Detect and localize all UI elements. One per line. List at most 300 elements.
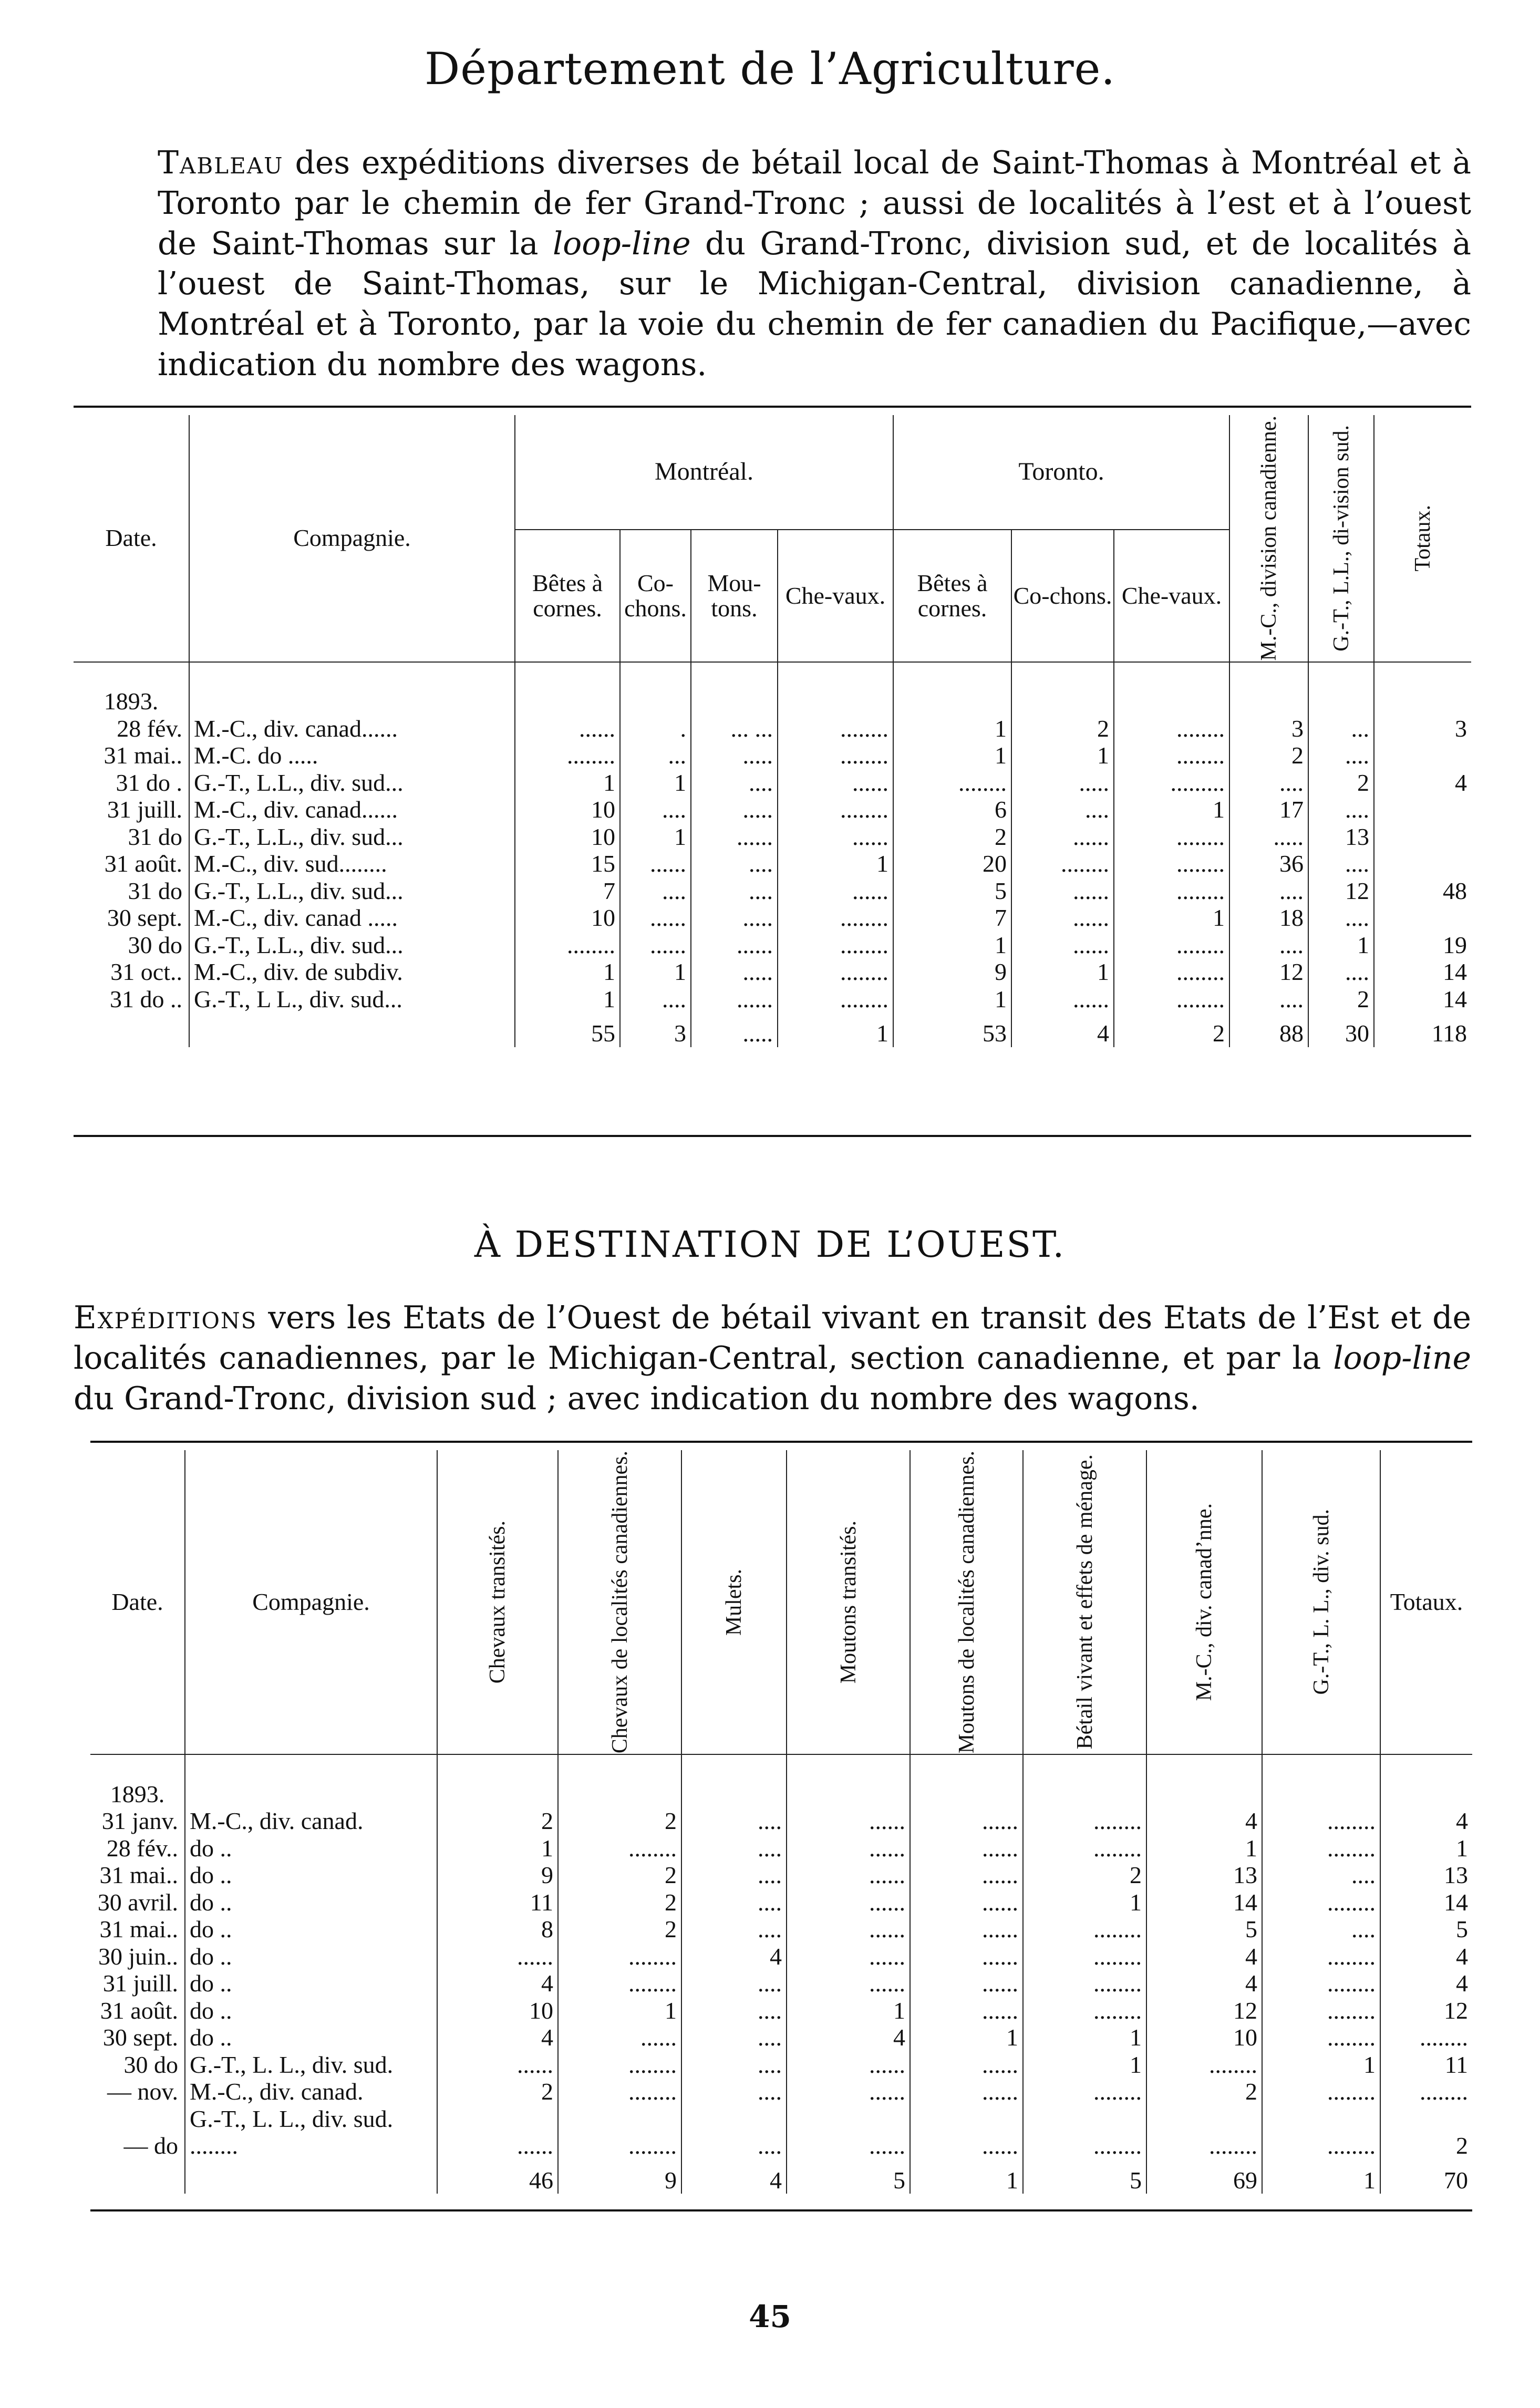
t1-cell-mch: 1 <box>778 850 893 877</box>
t2-cell-c9: 4 <box>1380 1943 1472 1970</box>
t2-cell-c2: ........ <box>558 1943 681 1970</box>
t1-cell-mb: 10 <box>515 904 620 932</box>
t2-header-betail: Bétail vivant et effets de ménage. <box>1023 1450 1146 1754</box>
t2-header-moutons-localites: Moutons de localités canadiennes. <box>910 1450 1023 1754</box>
t2-header-company: Compagnie. <box>185 1450 437 1754</box>
t1-cell-mcdiv: 2 <box>1229 742 1308 769</box>
t2-cell-c2: 2 <box>558 1862 681 1889</box>
t1-cell-gt: 2 <box>1308 769 1374 797</box>
intro-italic-2: loop-line <box>1333 1339 1471 1377</box>
t1-cell-mch: ........ <box>778 715 893 742</box>
t2-cell-c2: ........ <box>558 2051 681 2079</box>
t2-cell-c5: ...... <box>910 1862 1023 1889</box>
t1-cell-date: 31 do .. <box>110 985 182 1012</box>
t1-cell-tc: 1 <box>1011 742 1114 769</box>
t1-cell-company: G.-T., L.L., div. sud... <box>189 932 515 959</box>
t2-cell-c9: ........ <box>1380 2078 1472 2105</box>
t1-cell-date: 31 do . <box>116 769 182 796</box>
t1-cell-mcdiv: 36 <box>1229 850 1308 877</box>
t1-cell-tot: 14 <box>1374 986 1471 1013</box>
t2-total-chevaux-transites: 46 <box>437 2159 558 2194</box>
t2-total-mulets: 4 <box>681 2159 787 2194</box>
t1-cell-mb: 10 <box>515 823 620 851</box>
t1-cell-tb: 6 <box>893 796 1011 823</box>
t1-cell-tc: 1 <box>1011 958 1114 986</box>
intro-paragraph-1 <box>158 143 1471 385</box>
t1-cell-mm: ..... <box>691 796 778 823</box>
t2-cell-company: do .. <box>185 1862 437 1889</box>
t1-cell-tot <box>1374 823 1471 851</box>
t1-cell-tch: ........ <box>1114 742 1229 769</box>
table2 <box>90 1450 1472 2194</box>
t2-cell-date: 28 fév.. <box>106 1834 178 1862</box>
intro-lead-2: Expéditions <box>74 1299 257 1336</box>
t1-cell-mcdiv: 18 <box>1229 904 1308 932</box>
t2-cell-c6: ........ <box>1023 2105 1146 2159</box>
t1-cell-gt: ... <box>1308 715 1374 742</box>
table1-top-rule <box>74 406 1471 408</box>
t1-total-m-moutons: ..... <box>691 1012 778 1047</box>
t1-total-m-betes: 55 <box>515 1012 620 1047</box>
t1-total-t-cochons: 4 <box>1011 1012 1114 1047</box>
t1-header-t-chevaux: Che-vaux. <box>1114 530 1229 662</box>
t2-cell-company: M.-C., div. canad. <box>185 2078 437 2105</box>
t1-cell-mch: ...... <box>778 823 893 851</box>
t2-cell-c1: 10 <box>437 1997 558 2024</box>
t1-cell-mch: ........ <box>778 742 893 769</box>
t1-cell-date: 31 oct.. <box>110 958 182 986</box>
t1-cell-tch: ........ <box>1114 715 1229 742</box>
t1-cell-company: M.-C., div. sud........ <box>189 850 515 877</box>
t2-cell-c4: ...... <box>787 1835 910 1862</box>
t1-cell-tc: 2 <box>1011 715 1114 742</box>
t1-total-t-betes: 53 <box>893 1012 1011 1047</box>
t2-cell-c6: ........ <box>1023 1943 1146 1970</box>
t1-cell-mc: .... <box>620 796 691 823</box>
t2-cell-c7: 5 <box>1146 1916 1262 1943</box>
t2-cell-company: do .. <box>185 2024 437 2051</box>
t1-cell-mch: ........ <box>778 932 893 959</box>
t1-cell-mc: 1 <box>620 769 691 797</box>
t2-cell-c7: 2 <box>1146 2078 1262 2105</box>
t1-cell-mm: .... <box>691 850 778 877</box>
t1-cell-gt: 13 <box>1308 823 1374 851</box>
t1-cell-tch: ........ <box>1114 823 1229 851</box>
t1-row <box>74 823 1471 851</box>
t2-cell-c9: 11 <box>1380 2051 1472 2079</box>
t1-cell-tc: ...... <box>1011 904 1114 932</box>
t2-cell-company: G.-T., L. L., div. sud. <box>185 2051 437 2079</box>
t1-total-gt: 30 <box>1308 1012 1374 1047</box>
t1-cell-company: M.-C., div. de subdiv. <box>189 958 515 986</box>
t1-cell-tot <box>1374 796 1471 823</box>
t1-cell-mm: ...... <box>691 986 778 1013</box>
t2-cell-c1: ...... <box>437 2051 558 2079</box>
t1-cell-company: G.-T., L.L., div. sud... <box>189 769 515 797</box>
t1-cell-gt: .... <box>1308 958 1374 986</box>
t1-cell-mc: ...... <box>620 932 691 959</box>
t1-cell-mc: ... <box>620 742 691 769</box>
t1-row <box>74 742 1471 769</box>
t2-cell-c4: ...... <box>787 2051 910 2079</box>
t2-cell-date: 31 juill. <box>102 1970 178 1997</box>
t1-year: 1893. <box>104 688 159 715</box>
t2-cell-c5: ...... <box>910 1889 1023 1916</box>
t2-cell-c9: 14 <box>1380 1889 1472 1916</box>
t2-cell-c5: ...... <box>910 1997 1023 2024</box>
t2-header-date: Date. <box>90 1450 185 1754</box>
t1-row <box>74 932 1471 959</box>
t2-cell-c1: 9 <box>437 1862 558 1889</box>
t1-total-t-chevaux: 2 <box>1114 1012 1229 1047</box>
t2-cell-company: M.-C., div. canad. <box>185 1807 437 1835</box>
t2-cell-date: 30 sept. <box>102 2024 178 2051</box>
t2-cell-c8: 1 <box>1262 2051 1380 2079</box>
t2-total-moutons-localites: 1 <box>910 2159 1023 2194</box>
t1-cell-tch: 1 <box>1114 796 1229 823</box>
table1-bottom-rule <box>74 1135 1471 1137</box>
t2-row <box>90 1916 1472 1943</box>
t2-cell-c4: ...... <box>787 1862 910 1889</box>
t1-cell-date: 31 do <box>128 877 182 904</box>
t1-cell-date: 31 do <box>128 823 182 850</box>
t2-cell-date: 31 août. <box>100 1997 178 2024</box>
t2-cell-c1: ...... <box>437 2105 558 2159</box>
t2-cell-c6: ........ <box>1023 1807 1146 1835</box>
t2-cell-c7: 4 <box>1146 1943 1262 1970</box>
t1-cell-tb: 9 <box>893 958 1011 986</box>
t2-header-chevaux-transites: Chevaux transités. <box>437 1450 558 1754</box>
t2-header-chevaux-localites: Chevaux de localités canadiennes. <box>558 1450 681 1754</box>
t2-total-totaux: 70 <box>1380 2159 1472 2194</box>
table2-top-rule <box>90 1441 1472 1443</box>
t2-cell-c7: 13 <box>1146 1862 1262 1889</box>
t2-header-mulets: Mulets. <box>681 1450 787 1754</box>
t2-cell-c3: 4 <box>681 1943 787 1970</box>
t2-cell-company: do .. <box>185 1889 437 1916</box>
t2-cell-c6: 2 <box>1023 1862 1146 1889</box>
t1-header-t-betes: Bêtes à cornes. <box>893 530 1011 662</box>
t1-cell-tb: 2 <box>893 823 1011 851</box>
t1-total-m-cochons: 3 <box>620 1012 691 1047</box>
t1-cell-tb: 20 <box>893 850 1011 877</box>
t2-cell-c3: .... <box>681 1916 787 1943</box>
t1-cell-tch: ........ <box>1114 986 1229 1013</box>
t2-row <box>90 1970 1472 1997</box>
t2-cell-c3: .... <box>681 2078 787 2105</box>
t2-cell-c9: 4 <box>1380 1807 1472 1835</box>
t1-header-company: Compagnie. <box>189 415 515 662</box>
t2-cell-c3: .... <box>681 1970 787 1997</box>
t1-cell-tch: ........ <box>1114 877 1229 905</box>
t2-cell-c8: .... <box>1262 1916 1380 1943</box>
t2-cell-c9: 2 <box>1380 2105 1472 2159</box>
t1-cell-company: M.-C., div. canad...... <box>189 796 515 823</box>
t2-cell-c4: ...... <box>787 2078 910 2105</box>
t2-cell-c2: 1 <box>558 1997 681 2024</box>
t2-cell-date: 30 juin.. <box>98 1942 178 1970</box>
t2-cell-date: 30 avril. <box>97 1888 178 1916</box>
intro-paragraph-2 <box>74 1298 1471 1419</box>
t1-cell-mm: .... <box>691 769 778 797</box>
t1-header-t-cochons: Co-chons. <box>1011 530 1114 662</box>
t1-cell-company: G.-T., L.L., div. sud... <box>189 823 515 851</box>
t1-cell-tot: 3 <box>1374 715 1471 742</box>
t1-cell-tb: 1 <box>893 742 1011 769</box>
t2-cell-company: do .. <box>185 1835 437 1862</box>
t1-cell-company: G.-T., L L., div. sud... <box>189 986 515 1013</box>
t1-cell-tb: 1 <box>893 932 1011 959</box>
t2-cell-c3: .... <box>681 2051 787 2079</box>
t1-cell-mc: 1 <box>620 958 691 986</box>
t2-cell-c5: ...... <box>910 1916 1023 1943</box>
t1-cell-company: M.-C., div. canad...... <box>189 715 515 742</box>
t1-cell-company: M.-C., div. canad ..... <box>189 904 515 932</box>
t2-cell-c5: ...... <box>910 2078 1023 2105</box>
t2-cell-c8: ........ <box>1262 1889 1380 1916</box>
t2-cell-c5: ...... <box>910 2051 1023 2079</box>
t1-cell-mm: ..... <box>691 904 778 932</box>
t2-cell-c9: 12 <box>1380 1997 1472 2024</box>
t2-cell-c6: ........ <box>1023 2078 1146 2105</box>
t1-cell-date: 31 août. <box>104 850 182 877</box>
t1-cell-mcdiv: 17 <box>1229 796 1308 823</box>
t1-cell-tch: ......... <box>1114 769 1229 797</box>
t1-cell-tb: ........ <box>893 769 1011 797</box>
table1 <box>74 415 1471 1047</box>
t2-cell-date: 31 mai.. <box>99 1862 178 1889</box>
t2-cell-c1: 4 <box>437 1970 558 1997</box>
t2-header-moutons-transites: Moutons transités. <box>787 1450 910 1754</box>
t2-cell-c1: ...... <box>437 1943 558 1970</box>
t2-row <box>90 1862 1472 1889</box>
t2-cell-c2: 2 <box>558 1807 681 1835</box>
t2-cell-c8: ........ <box>1262 1970 1380 1997</box>
t2-cell-c8: ........ <box>1262 1835 1380 1862</box>
t1-cell-mcdiv: ..... <box>1229 823 1308 851</box>
t1-cell-mb: 10 <box>515 796 620 823</box>
t2-cell-c5: ...... <box>910 1970 1023 1997</box>
t1-cell-mm: ..... <box>691 958 778 986</box>
t2-cell-c9: ........ <box>1380 2024 1472 2051</box>
t2-cell-company: do .. <box>185 1943 437 1970</box>
intro-italic-1: loop-line <box>552 225 691 262</box>
t2-cell-c8: ........ <box>1262 2078 1380 2105</box>
t2-cell-company: do .. <box>185 1916 437 1943</box>
t2-row <box>90 1807 1472 1835</box>
t2-cell-c5: ...... <box>910 2105 1023 2159</box>
t1-cell-tot: 14 <box>1374 958 1471 986</box>
t1-cell-mb: 1 <box>515 769 620 797</box>
t2-cell-c6: ........ <box>1023 1835 1146 1862</box>
t1-cell-tot <box>1374 904 1471 932</box>
t1-cell-mch: ........ <box>778 904 893 932</box>
t1-header-m-betes: Bêtes à cornes. <box>515 530 620 662</box>
t1-total-totaux: 118 <box>1374 1012 1471 1047</box>
t1-cell-tot: 19 <box>1374 932 1471 959</box>
t2-row <box>90 2051 1472 2079</box>
t1-cell-date: 31 juill. <box>107 796 182 823</box>
t2-cell-c9: 4 <box>1380 1970 1472 1997</box>
t1-cell-mm: ...... <box>691 932 778 959</box>
t2-cell-c3: .... <box>681 1997 787 2024</box>
t2-cell-date: 31 mai.. <box>99 1916 178 1943</box>
t2-cell-c6: ........ <box>1023 1997 1146 2024</box>
t1-cell-tch: ........ <box>1114 850 1229 877</box>
t1-cell-tc: ...... <box>1011 877 1114 905</box>
t1-row <box>74 904 1471 932</box>
t1-header-totaux: Totaux. <box>1374 415 1471 662</box>
t1-cell-mm: .... <box>691 877 778 905</box>
t2-cell-c9: 1 <box>1380 1835 1472 1862</box>
t1-cell-mb: ...... <box>515 715 620 742</box>
t1-cell-tc: ...... <box>1011 932 1114 959</box>
t2-cell-date: 31 janv. <box>101 1807 178 1835</box>
t2-cell-c5: ...... <box>910 1943 1023 1970</box>
t2-cell-c3: .... <box>681 1889 787 1916</box>
t2-total-betail: 5 <box>1023 2159 1146 2194</box>
t2-cell-c8: ........ <box>1262 2024 1380 2051</box>
t2-row <box>90 1997 1472 2024</box>
t1-cell-tc: .... <box>1011 796 1114 823</box>
t1-cell-gt: 1 <box>1308 932 1374 959</box>
page-title: Département de l’Agriculture. <box>424 43 1116 95</box>
t1-cell-mc: ...... <box>620 904 691 932</box>
t1-cell-gt: .... <box>1308 904 1374 932</box>
t2-cell-c7: 14 <box>1146 1889 1262 1916</box>
t2-cell-c7: ........ <box>1146 2105 1262 2159</box>
t2-cell-c6: 1 <box>1023 2024 1146 2051</box>
t1-cell-mm: ...... <box>691 823 778 851</box>
t2-header-totaux: Totaux. <box>1380 1450 1472 1754</box>
t1-cell-mcdiv: 3 <box>1229 715 1308 742</box>
t1-row <box>74 877 1471 905</box>
t1-cell-date: 28 fév. <box>117 715 182 742</box>
t2-header-gt: G.-T., L. L., div. sud. <box>1262 1450 1380 1754</box>
t1-header-date: Date. <box>74 415 189 662</box>
t1-header-m-chevaux: Che-vaux. <box>778 530 893 662</box>
t2-cell-c3: .... <box>681 2105 787 2159</box>
t2-cell-c7: 4 <box>1146 1807 1262 1835</box>
t2-cell-company: G.-T., L. L., div. sud. ........ <box>185 2105 437 2159</box>
t2-cell-c6: ........ <box>1023 1970 1146 1997</box>
t2-cell-c7: ........ <box>1146 2051 1262 2079</box>
t1-row <box>74 958 1471 986</box>
table2-bottom-rule <box>90 2209 1472 2211</box>
t2-cell-c3: .... <box>681 1862 787 1889</box>
t1-cell-mb: 15 <box>515 850 620 877</box>
t1-cell-mch: ........ <box>778 796 893 823</box>
t1-header-m-moutons: Mou-tons. <box>691 530 778 662</box>
t2-cell-c4: ...... <box>787 1916 910 1943</box>
t2-cell-c4: ...... <box>787 2105 910 2159</box>
t2-cell-c4: ...... <box>787 1970 910 1997</box>
t1-cell-mb: 7 <box>515 877 620 905</box>
t2-cell-c1: 2 <box>437 2078 558 2105</box>
t2-cell-date: — nov. <box>107 2078 178 2105</box>
t1-cell-tc: ...... <box>1011 823 1114 851</box>
t1-header-toronto: Toronto. <box>893 415 1229 530</box>
t2-cell-c2: 2 <box>558 1916 681 1943</box>
t1-cell-tb: 1 <box>893 986 1011 1013</box>
t2-cell-c5: ...... <box>910 1835 1023 1862</box>
intro-text-2b: du Grand-Tronc, division sud ; avec indication du nombre des wagons. <box>74 1380 1200 1417</box>
t2-cell-c2: ........ <box>558 2078 681 2105</box>
t1-cell-tch: 1 <box>1114 904 1229 932</box>
t1-cell-tb: 5 <box>893 877 1011 905</box>
t2-header-mc: M.-C., div. canad’nne. <box>1146 1450 1262 1754</box>
t2-cell-c4: ...... <box>787 1943 910 1970</box>
t1-cell-tc: ...... <box>1011 986 1114 1013</box>
t1-cell-tch: ........ <box>1114 958 1229 986</box>
t2-cell-c2: ........ <box>558 1835 681 1862</box>
t1-row <box>74 796 1471 823</box>
t2-cell-c8: ........ <box>1262 2105 1380 2159</box>
t2-cell-c8: ........ <box>1262 1943 1380 1970</box>
t2-row <box>90 2105 1472 2159</box>
t1-cell-mch: ........ <box>778 958 893 986</box>
t1-cell-mcdiv: .... <box>1229 986 1308 1013</box>
t2-cell-c7: 10 <box>1146 2024 1262 2051</box>
t2-cell-c9: 5 <box>1380 1916 1472 1943</box>
page-number: 45 <box>749 2299 791 2334</box>
t1-cell-date: 30 sept. <box>107 904 182 932</box>
t1-cell-company: G.-T., L.L., div. sud... <box>189 877 515 905</box>
t1-cell-tot <box>1374 850 1471 877</box>
t2-cell-c8: ........ <box>1262 1807 1380 1835</box>
t1-cell-mcdiv: .... <box>1229 769 1308 797</box>
t1-cell-mc: ...... <box>620 850 691 877</box>
t1-header-montreal: Montréal. <box>515 415 893 530</box>
t1-cell-mb: 1 <box>515 986 620 1013</box>
t1-cell-tb: 1 <box>893 715 1011 742</box>
t1-cell-mch: ........ <box>778 986 893 1013</box>
t1-cell-mcdiv: .... <box>1229 877 1308 905</box>
t2-cell-c2: ...... <box>558 2024 681 2051</box>
t2-cell-c5: 1 <box>910 2024 1023 2051</box>
t2-cell-c2: ........ <box>558 2105 681 2159</box>
t2-cell-date: 30 do <box>123 2051 178 2078</box>
t2-cell-c1: 8 <box>437 1916 558 1943</box>
t2-cell-c8: .... <box>1262 1862 1380 1889</box>
t2-total-gt: 1 <box>1262 2159 1380 2194</box>
t2-row <box>90 1889 1472 1916</box>
t2-cell-c3: .... <box>681 1807 787 1835</box>
t2-cell-c4: 4 <box>787 2024 910 2051</box>
t1-cell-tc: ..... <box>1011 769 1114 797</box>
intro-lead-1: Tableau <box>158 144 284 181</box>
t2-total-moutons-transites: 5 <box>787 2159 910 2194</box>
t1-cell-gt: 2 <box>1308 986 1374 1013</box>
t2-cell-c7: 12 <box>1146 1997 1262 2024</box>
t1-cell-mm: ... ... <box>691 715 778 742</box>
t1-cell-mc: .... <box>620 986 691 1013</box>
t2-cell-company: do .. <box>185 1970 437 1997</box>
t1-cell-company: M.-C. do ..... <box>189 742 515 769</box>
t1-cell-mc: . <box>620 715 691 742</box>
t1-cell-tch: ........ <box>1114 932 1229 959</box>
t2-cell-company: do .. <box>185 1997 437 2024</box>
t1-row <box>74 769 1471 797</box>
t1-cell-mc: 1 <box>620 823 691 851</box>
t1-cell-mm: ..... <box>691 742 778 769</box>
t2-cell-c6: 1 <box>1023 2051 1146 2079</box>
t2-cell-c1: 2 <box>437 1807 558 1835</box>
t1-row <box>74 850 1471 877</box>
intro-text-1b: du Grand-Tronc, division sud, et de localités à l’ouest de Saint-Thomas, sur le Michigan-Central, division canadienne, à Montréal et à Toronto, par la voie du chemin de fer canadien du Pacifique,—avec indication du nombre des wagons. <box>158 225 1472 383</box>
t1-cell-gt: 12 <box>1308 877 1374 905</box>
t1-cell-mcdiv: 12 <box>1229 958 1308 986</box>
